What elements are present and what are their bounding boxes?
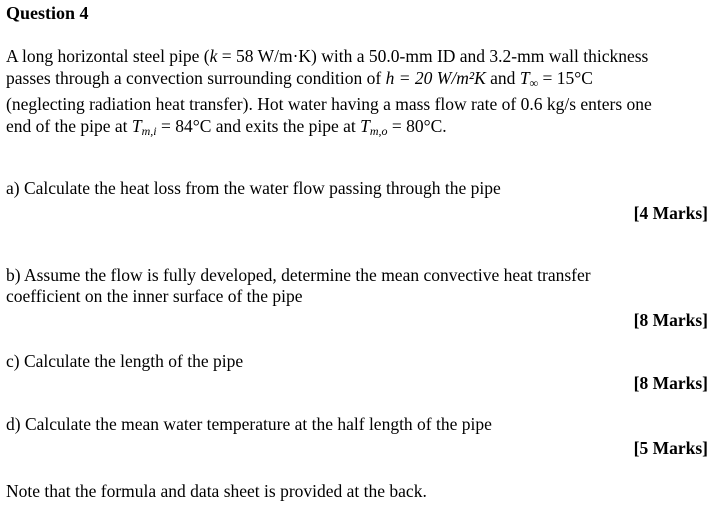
statement-text: A long horizontal steel pipe ( (6, 46, 210, 66)
statement-text: = 84°C and exits the pipe at (156, 115, 361, 136)
question-d-marks: [5 Marks] (633, 438, 708, 458)
problem-statement (6, 46, 706, 142)
statement-text: = 58 W/m·K) with a 50.0-mm ID and 3.2-mm wall thickness (217, 46, 649, 66)
statement-text: end of the pipe at (6, 115, 132, 136)
statement-text: = 80°C. (387, 115, 447, 136)
ambient-temperature-symbol: T (519, 67, 530, 88)
statement-text: passes through a convection surrounding condition of (6, 67, 386, 88)
statement-line-2 (6, 68, 706, 95)
question-d-text: d) Calculate the mean water temperature at the half length of the pipe (6, 414, 492, 434)
statement-text: = 15°C (538, 67, 593, 88)
outlet-subscript: m,o (369, 123, 388, 138)
statement-line-1 (6, 46, 706, 68)
footer-note: Note that the formula and data sheet is provided at the back. (6, 481, 427, 501)
statement-text: and (485, 67, 520, 88)
statement-line-3: (neglecting radiation heat transfer). Hot water having a mass flow rate of 0.6 kg/s enters one (6, 94, 652, 114)
question-b-line-2: coefficient on the inner surface of the pipe (6, 286, 303, 306)
outlet-temperature-symbol: T (360, 115, 370, 136)
question-b-text (6, 265, 591, 307)
question-c-text: c) Calculate the length of the pipe (6, 351, 244, 371)
inlet-temperature-symbol: T (131, 115, 142, 136)
inlet-subscript: m,i (141, 123, 157, 138)
conductivity-symbol: k (209, 46, 218, 66)
convection-coefficient-expression: h = 20 W/m²K (385, 67, 486, 88)
infinity-subscript: ∞ (529, 75, 539, 90)
question-title: Question 4 (6, 3, 89, 23)
question-b-line-1: b) Assume the flow is fully developed, determine the mean convective heat transfer (6, 265, 591, 285)
question-a-marks: [4 Marks] (633, 203, 708, 223)
statement-line-4 (6, 116, 706, 143)
question-c-marks: [8 Marks] (633, 373, 708, 393)
question-a-text: a) Calculate the heat loss from the water flow passing through the pipe (6, 178, 501, 198)
question-b-marks: [8 Marks] (633, 310, 708, 330)
